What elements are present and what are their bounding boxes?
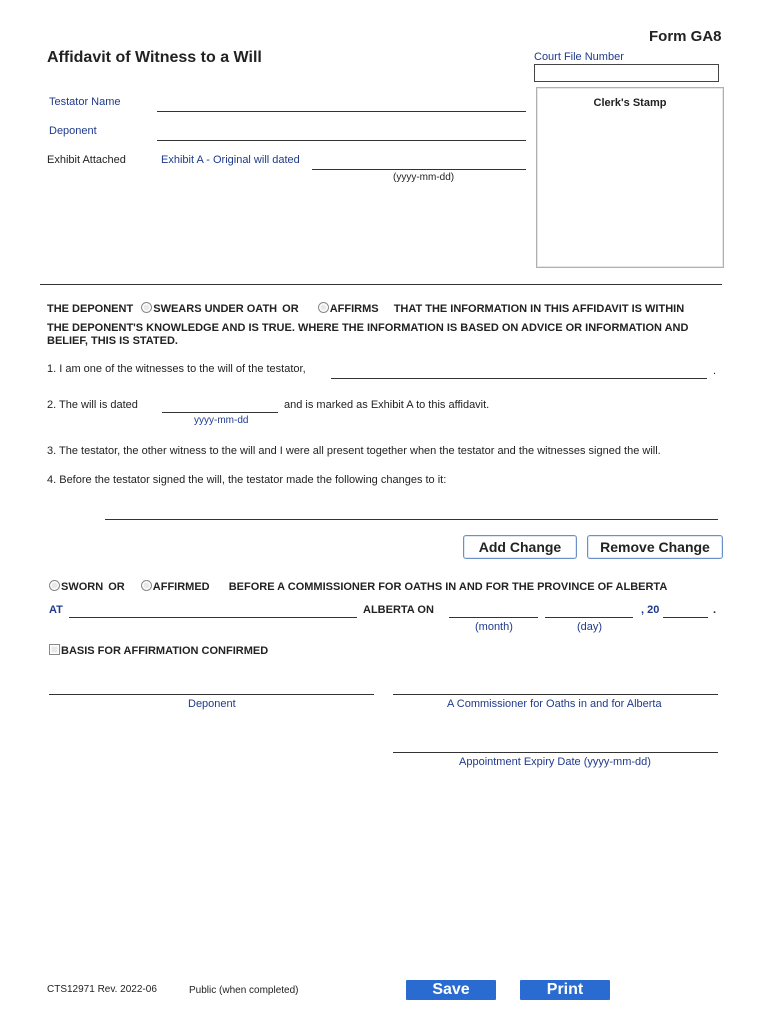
will-dated-field[interactable] (162, 412, 278, 413)
exhibit-label: Exhibit Attached (47, 154, 126, 166)
affirmed-radio[interactable] (141, 580, 152, 591)
expiry-date-label: Appointment Expiry Date (yyyy-mm-dd) (459, 756, 651, 768)
court-file-label: Court File Number (534, 51, 624, 63)
form-code: CTS12971 Rev. 2022-06 (47, 984, 157, 995)
oath-tail: THAT THE INFORMATION IN THIS AFFIDAVIT IS WITHIN (393, 303, 685, 315)
deponent-signature-field[interactable] (49, 694, 374, 695)
year-field[interactable] (663, 617, 708, 618)
sworn-line (49, 580, 667, 593)
form-id: Form GA8 (649, 28, 722, 45)
sworn-radio[interactable] (49, 580, 60, 591)
basis-checkbox[interactable] (49, 644, 60, 655)
deponent-name-field[interactable] (157, 140, 526, 141)
basis-line (49, 644, 268, 657)
statement-4: 4. Before the testator signed the will, the testator made the following changes to it: (47, 474, 447, 486)
statement-2-end: and is marked as Exhibit A to this affidavit. (284, 399, 490, 411)
clerk-stamp-box (536, 87, 724, 268)
statement-3: 3. The testator, the other witness to the will and I were all present together when the testator and the witnesses signed the will. (47, 445, 661, 457)
statement-2-start: 2. The will is dated (47, 399, 138, 411)
swears-radio[interactable] (141, 302, 152, 313)
month-field[interactable] (449, 617, 538, 618)
add-change-button[interactable]: Add Change (463, 535, 577, 559)
day-hint: (day) (577, 621, 603, 633)
at-label: AT (49, 604, 63, 616)
before-commissioner: BEFORE A COMMISSIONER FOR OATHS IN AND FOR THE PROVINCE OF ALBERTA (228, 581, 668, 593)
public-note: Public (when completed) (189, 985, 299, 996)
testator-name-field[interactable] (157, 111, 526, 112)
swears-label: SWEARS UNDER OATH (153, 303, 278, 315)
affirmed-label: AFFIRMED (152, 581, 210, 593)
will-date-hint: (yyyy-mm-dd) (393, 172, 455, 183)
affirms-label: AFFIRMS (329, 303, 379, 315)
location-field[interactable] (69, 617, 357, 618)
oath-line-2: THE DEPONENT'S KNOWLEDGE AND IS TRUE. WHERE THE INFORMATION IS BASED ON ADVICE OR INFORMATION AND (47, 322, 689, 334)
section-divider (40, 284, 722, 285)
deponent-label: Deponent (49, 125, 97, 137)
save-button[interactable]: Save (406, 980, 496, 1000)
will-date-field[interactable] (312, 169, 526, 170)
oath-line-3: BELIEF, THIS IS STATED. (47, 335, 178, 347)
print-button[interactable]: Print (520, 980, 610, 1000)
testator-witness-field[interactable] (331, 378, 707, 379)
statement-1-period: . (713, 365, 717, 377)
page-title: Affidavit of Witness to a Will (47, 49, 262, 66)
remove-change-button[interactable]: Remove Change (587, 535, 723, 559)
basis-label: BASIS FOR AFFIRMATION CONFIRMED (61, 645, 269, 657)
court-file-input[interactable] (534, 64, 719, 82)
affirms-radio[interactable] (318, 302, 329, 313)
statement-1: 1. I am one of the witnesses to the will of the testator, (47, 363, 306, 375)
sworn-or: OR (108, 581, 125, 593)
will-dated-hint: yyyy-mm-dd (194, 415, 249, 426)
testator-label: Testator Name (49, 96, 121, 108)
oath-lead: THE DEPONENT (47, 303, 134, 315)
sworn-label: SWORN (61, 581, 104, 593)
commissioner-signature-field[interactable] (393, 694, 718, 695)
alberta-on-label: ALBERTA ON (363, 604, 434, 616)
expiry-date-field[interactable] (393, 752, 718, 753)
commissioner-signature-label: A Commissioner for Oaths in and for Alberta (447, 698, 662, 710)
day-field[interactable] (545, 617, 633, 618)
clerk-stamp-label: Clerk's Stamp (593, 97, 667, 109)
oath-or: OR (282, 303, 299, 315)
oath-line-1 (47, 302, 684, 315)
month-hint: (month) (475, 621, 513, 633)
exhibit-text: Exhibit A - Original will dated (161, 154, 300, 166)
date-period: . (713, 604, 717, 616)
changes-field[interactable] (105, 519, 718, 520)
deponent-signature-label: Deponent (188, 698, 236, 710)
comma-20: , 20 (641, 604, 660, 616)
